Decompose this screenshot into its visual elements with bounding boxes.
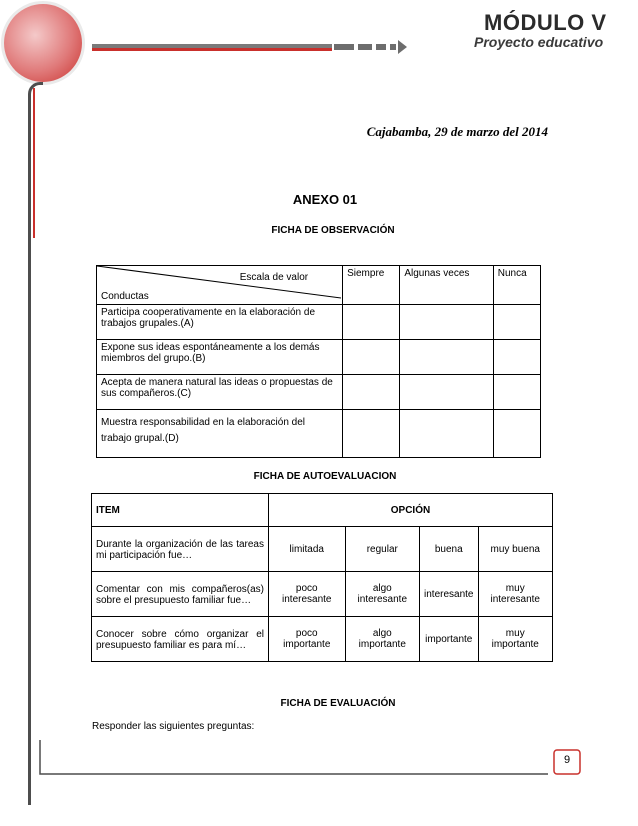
option-cell[interactable]: regular — [345, 527, 419, 572]
conduct-label: Conductas — [101, 291, 149, 302]
scale-label: Escala de valor — [239, 272, 309, 283]
page-number: 9 — [563, 754, 571, 766]
option-cell[interactable]: muy interesante — [478, 572, 553, 617]
option-cell[interactable]: limitada — [269, 527, 346, 572]
footer-frame — [0, 740, 638, 800]
observation-title: FICHA DE OBSERVACIÓN — [271, 225, 395, 236]
conduct-cell: Expone sus ideas espontáneamente a los demás miembros del grupo.(B) — [97, 340, 343, 375]
table-row — [97, 375, 541, 410]
header-dash — [358, 44, 372, 50]
evaluation-title: FICHA DE EVALUACIÓN — [280, 698, 396, 709]
table-row — [92, 617, 553, 662]
item-cell: Comentar con mis compañeros(as) sobre el presupuesto familiar fue… — [92, 572, 269, 617]
institution-logo — [4, 4, 82, 82]
checkbox-cell[interactable] — [400, 340, 493, 375]
observation-table — [96, 265, 541, 458]
option-cell[interactable]: algo importante — [345, 617, 419, 662]
checkbox-cell[interactable] — [493, 305, 540, 340]
option-cell[interactable]: buena — [420, 527, 478, 572]
header-divider-accent — [92, 48, 332, 51]
checkbox-cell[interactable] — [493, 340, 540, 375]
checkbox-cell[interactable] — [493, 410, 540, 458]
header-dash — [390, 44, 396, 50]
table-row — [92, 572, 553, 617]
checkbox-cell[interactable] — [343, 375, 400, 410]
checkbox-cell[interactable] — [400, 375, 493, 410]
diagonal-header-cell — [97, 266, 343, 305]
module-title: MÓDULO V — [484, 10, 607, 35]
arrow-right-icon — [398, 40, 407, 54]
anexo-title: ANEXO 01 — [292, 192, 358, 207]
checkbox-cell[interactable] — [343, 305, 400, 340]
conduct-cell: Acepta de manera natural las ideas o propuestas de sus compañeros.(C) — [97, 375, 343, 410]
column-header: Algunas veces — [400, 266, 493, 305]
option-cell[interactable]: interesante — [420, 572, 478, 617]
table-row — [97, 410, 541, 458]
conduct-cell: Participa cooperativamente en la elaboración de trabajos grupales.(A) — [97, 305, 343, 340]
header-dash — [376, 44, 386, 50]
column-header: Siempre — [343, 266, 400, 305]
item-header: ITEM — [92, 494, 269, 527]
self-assessment-table — [91, 493, 553, 662]
page-border-accent — [33, 88, 35, 238]
conduct-cell: Muestra responsabilidad en la elaboración del trabajo grupal.(D) — [97, 410, 343, 458]
option-cell[interactable]: algo interesante — [345, 572, 419, 617]
column-header: Nunca — [493, 266, 540, 305]
option-cell[interactable]: muy buena — [478, 527, 553, 572]
module-subtitle: Proyecto educativo — [474, 34, 604, 50]
table-header-row — [97, 266, 541, 305]
table-row — [97, 340, 541, 375]
item-cell: Conocer sobre cómo organizar el presupuesto familiar es para mí… — [92, 617, 269, 662]
checkbox-cell[interactable] — [400, 305, 493, 340]
checkbox-cell[interactable] — [493, 375, 540, 410]
checkbox-cell[interactable] — [343, 340, 400, 375]
table-row — [92, 527, 553, 572]
date-line: Cajabamba, 29 de marzo del 2014 — [366, 124, 548, 139]
instruction-text: Responder las siguientes preguntas: — [92, 721, 255, 732]
option-cell[interactable]: muy importante — [478, 617, 553, 662]
checkbox-cell[interactable] — [343, 410, 400, 458]
option-header: OPCIÓN — [269, 494, 553, 527]
page-border-left — [28, 82, 43, 805]
header-dash — [334, 44, 354, 50]
table-row — [97, 305, 541, 340]
checkbox-cell[interactable] — [400, 410, 493, 458]
option-cell[interactable]: poco importante — [269, 617, 346, 662]
option-cell[interactable]: poco interesante — [269, 572, 346, 617]
self-assessment-title: FICHA DE AUTOEVALUACION — [253, 471, 397, 482]
item-cell: Durante la organización de las tareas mi participación fue… — [92, 527, 269, 572]
table-header-row — [92, 494, 553, 527]
option-cell[interactable]: importante — [420, 617, 478, 662]
